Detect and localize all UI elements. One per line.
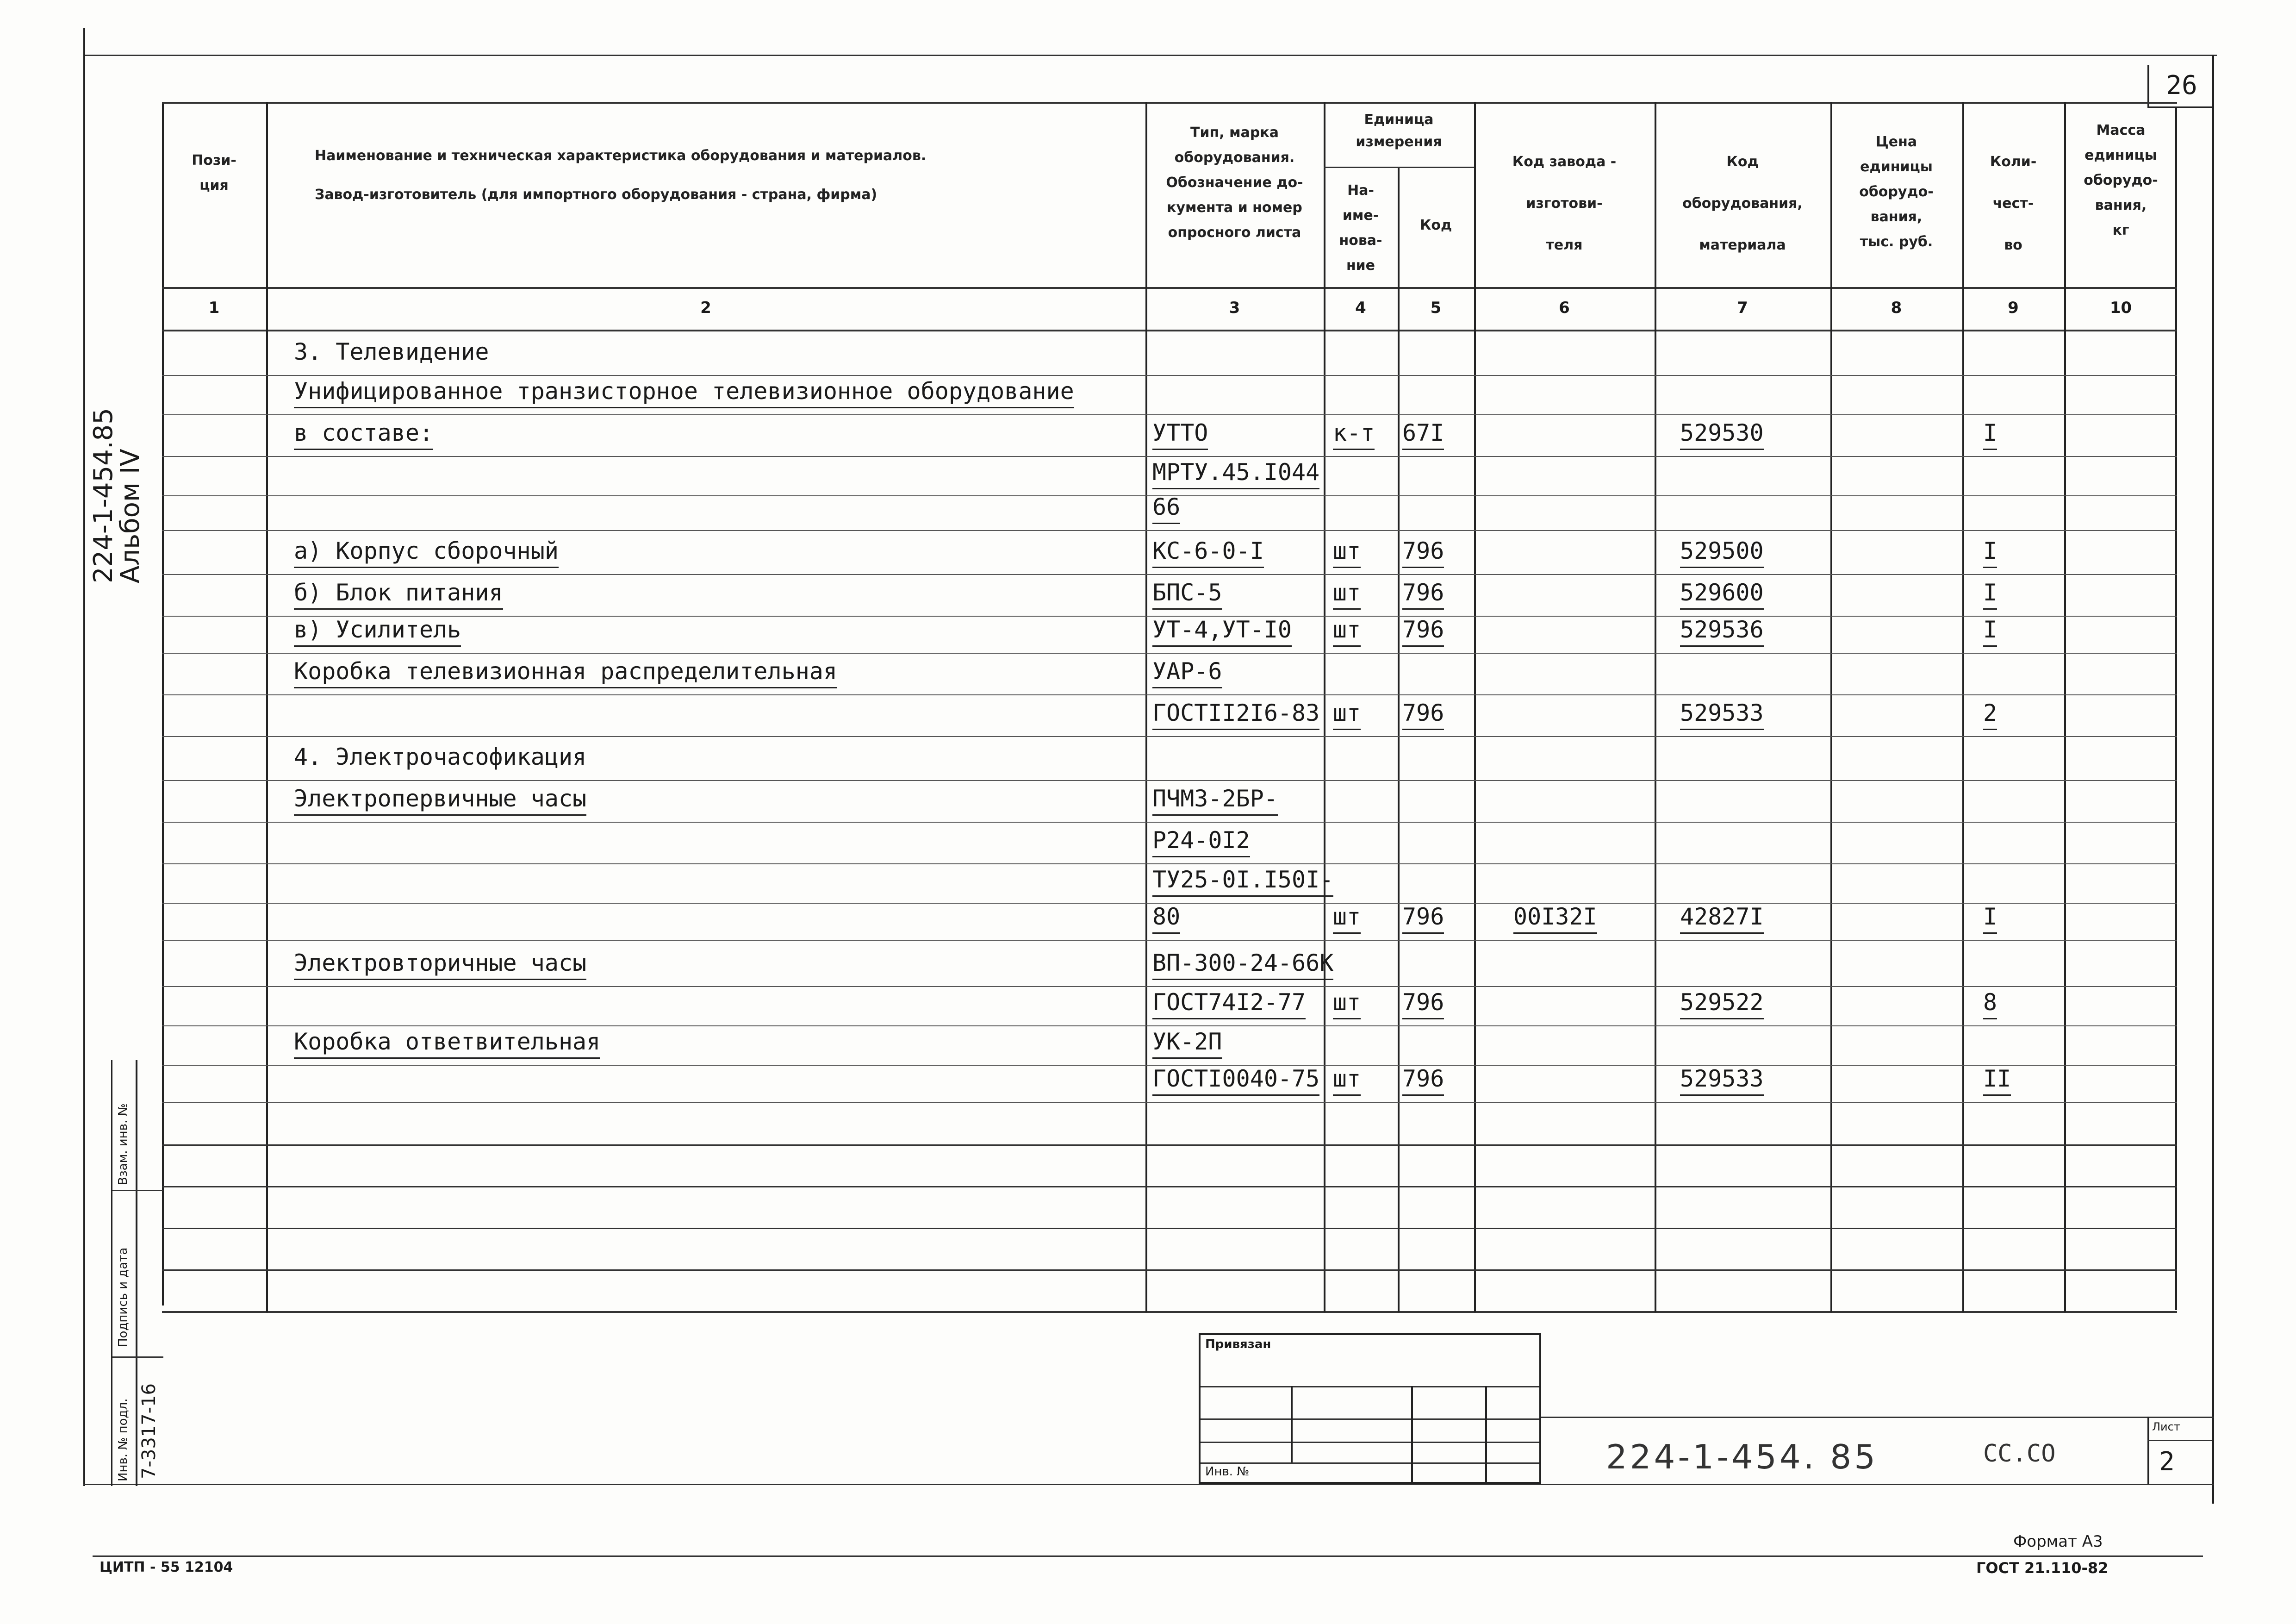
unit-name: шт [1333, 616, 1361, 647]
top-border [83, 55, 2217, 56]
row-rule [162, 414, 2177, 415]
colnum: 7 [1737, 299, 1748, 317]
item-type: УК-2П [1152, 1028, 1222, 1059]
item-type: Р24-0I2 [1152, 826, 1250, 857]
tie-divider [1291, 1386, 1293, 1462]
sheet-number: 2 [2159, 1447, 2175, 1477]
table-bottom-rule [162, 1311, 2177, 1313]
unit-code: 796 [1402, 537, 1444, 568]
col-divider [1398, 167, 1400, 1312]
plant-code: 00I32I [1513, 903, 1597, 934]
stamp-inv-orig: Инв. № подл. [116, 1398, 130, 1481]
col-divider [2064, 102, 2066, 1312]
stamp-inv-value: 7-3317-16 [138, 1383, 160, 1479]
colnum: 3 [1229, 299, 1240, 317]
tie-rule [1201, 1462, 1539, 1464]
document-code: 224-1-454. 85 [1606, 1437, 1879, 1476]
title-block-divider [2147, 1417, 2149, 1484]
item-name: 4. Электрочасофикация [294, 743, 587, 770]
item-name: Электровторичные часы [294, 949, 586, 980]
tie-rule [1201, 1442, 1539, 1443]
row-rule [162, 694, 2177, 695]
item-name: а) Корпус сборочный [294, 537, 559, 568]
inv-label: Инв. № [1205, 1465, 1250, 1479]
sheet-label: Лист [2152, 1420, 2180, 1433]
header-type: Тип, марка оборудования. Обозначение до- кумента и номер опросного листа [1166, 125, 1303, 241]
colnum: 10 [2109, 299, 2132, 317]
row-rule [162, 530, 2177, 531]
header-position: Пози- ция [192, 152, 236, 194]
unit-code: 67I [1402, 419, 1444, 450]
row-rule [162, 456, 2177, 457]
col-divider [266, 102, 268, 1312]
quantity: I [1983, 537, 1997, 568]
table-top-rule [162, 102, 2177, 104]
header-plant-code: Код завода - изготови- теля [1512, 154, 1617, 253]
item-name: Электропервичные часы [294, 785, 586, 816]
row-rule [162, 986, 2177, 987]
unit-name: шт [1333, 699, 1361, 730]
row-rule [162, 736, 2177, 737]
row-rule [162, 1025, 2177, 1026]
col-divider [1962, 102, 1964, 1312]
quantity: II [1983, 1065, 2011, 1096]
quantity: I [1983, 419, 1997, 450]
colnum-rule [162, 330, 2177, 331]
page-number: 26 [2147, 65, 2214, 108]
header-price: Цена единицы оборудо- вания, тыс. руб. [1859, 134, 1934, 250]
cintp-label: ЦИТП - 55 12104 [100, 1559, 233, 1575]
side-stamp [111, 1060, 163, 1486]
col-divider [1474, 102, 1476, 1312]
footer-rule [93, 1555, 2203, 1557]
equipment-code: 529600 [1680, 579, 1764, 610]
row-rule [162, 375, 2177, 376]
row-rule [162, 822, 2177, 823]
item-type: КС-6-0-I [1152, 537, 1264, 568]
colnum: 5 [1430, 299, 1442, 317]
col-divider [1830, 102, 1832, 1312]
row-rule [162, 780, 2177, 781]
row-rule [162, 1102, 2177, 1103]
item-type: ПЧМЗ-2БР- [1152, 785, 1278, 816]
gost-label: ГОСТ 21.110-82 [1976, 1559, 2109, 1577]
item-type: УТТО [1152, 419, 1208, 450]
right-border [2212, 55, 2214, 1504]
item-type: ГОСТII2I6-83 [1152, 699, 1319, 730]
colnum: 4 [1355, 299, 1366, 317]
tie-divider [1411, 1386, 1413, 1482]
colnum: 1 [208, 299, 220, 317]
unit-name: к-т [1333, 419, 1375, 450]
item-type: ТУ25-0I.I50I- [1152, 866, 1333, 897]
title-block-rule-small [2147, 1440, 2212, 1441]
item-type: УТ-4,УТ-I0 [1152, 616, 1292, 647]
item-name: Унифицированное транзисторное телевизионное оборудование [294, 377, 1074, 408]
unit-code: 796 [1402, 579, 1444, 610]
unit-name: шт [1333, 988, 1361, 1019]
header-rule [162, 287, 2177, 289]
row-rule [162, 574, 2177, 575]
unit-code: 796 [1402, 616, 1444, 647]
item-name: б) Блок питания [294, 579, 503, 610]
equipment-code: 529533 [1680, 1065, 1764, 1096]
item-type: 80 [1152, 903, 1180, 934]
tie-block [1199, 1333, 1541, 1484]
unit-code: 796 [1402, 699, 1444, 730]
unit-name: шт [1333, 579, 1361, 610]
unit-name: шт [1333, 903, 1361, 934]
empty-row-rule [162, 1144, 2177, 1146]
side-album-label: 224-1-454.85 Альбом IV [88, 408, 145, 583]
stamp-rule [112, 1356, 163, 1358]
unit-code: 796 [1402, 988, 1444, 1019]
item-type: 66 [1152, 493, 1180, 524]
bottom-border [83, 1484, 2214, 1485]
item-name: Коробка телевизионная распределительная [294, 657, 837, 688]
unit-name: шт [1333, 537, 1361, 568]
unit-group-rule [1324, 167, 1474, 168]
stamp-rule [112, 1190, 163, 1191]
tie-rule [1201, 1386, 1539, 1387]
item-type: МРТУ.45.I044 [1152, 458, 1319, 489]
stamp-sign-date: Подпись и дата [116, 1247, 130, 1347]
tie-rule [1201, 1418, 1539, 1420]
empty-row-rule [162, 1186, 2177, 1187]
item-name: Коробка ответвительная [294, 1028, 600, 1059]
colnum: 2 [700, 299, 711, 317]
equipment-code: 529530 [1680, 419, 1764, 450]
row-rule [162, 653, 2177, 654]
row-rule [162, 940, 2177, 941]
stamp-divider [136, 1060, 137, 1486]
colnum: 6 [1559, 299, 1570, 317]
item-name: в составе: [294, 419, 433, 450]
unit-code: 796 [1402, 1065, 1444, 1096]
item-type: УАР-6 [1152, 657, 1222, 688]
header-name: Наименование и техническая характеристика оборудования и материалов. Завод-изготовитель (для импортного оборудования - страна, фирма) [315, 148, 927, 203]
col-divider [1145, 102, 1147, 1312]
header-mass: Масса единицы оборудо- вания, кг [2084, 122, 2158, 238]
equipment-code: 42827I [1680, 903, 1764, 934]
equipment-code: 529500 [1680, 537, 1764, 568]
format-label: Формат А3 [2013, 1532, 2103, 1551]
unit-code: 796 [1402, 903, 1444, 934]
item-type: ГОСТ74I2-77 [1152, 988, 1306, 1019]
document-suffix: СС.СО [1983, 1440, 2056, 1468]
quantity: I [1983, 903, 1997, 934]
header-equipment-code: Код оборудования, материала [1682, 154, 1803, 253]
header-unit-group: Единица измерения [1356, 112, 1442, 150]
col-divider [1324, 102, 1325, 1312]
item-name: в) Усилитель [294, 616, 461, 647]
quantity: I [1983, 616, 1997, 647]
header-unit-code: Код [1419, 217, 1452, 233]
empty-row-rule [162, 1269, 2177, 1271]
colnum: 8 [1891, 299, 1902, 317]
equipment-code: 529522 [1680, 988, 1764, 1019]
colnum: 9 [2008, 299, 2019, 317]
tie-divider [1485, 1386, 1487, 1482]
col-divider [1655, 102, 1656, 1312]
quantity: 2 [1983, 699, 1997, 730]
equipment-code: 529536 [1680, 616, 1764, 647]
header-unit-name: На- име- нова- ние [1339, 182, 1382, 274]
quantity: 8 [1983, 988, 1997, 1019]
tie-block-title: Привязан [1205, 1337, 1271, 1351]
left-border [83, 28, 85, 1486]
quantity: I [1983, 579, 1997, 610]
item-type: ГОСТI0040-75 [1152, 1065, 1319, 1096]
row-rule [162, 863, 2177, 864]
stamp-replace-inv: Взам. инв. № [116, 1103, 130, 1185]
title-block-rule [1541, 1417, 2214, 1418]
header-quantity: Коли- чест- во [1990, 154, 2037, 253]
unit-name: шт [1333, 1065, 1361, 1096]
equipment-code: 529533 [1680, 699, 1764, 730]
item-type: БПС-5 [1152, 579, 1222, 610]
empty-row-rule [162, 1228, 2177, 1229]
item-type: ВП-300-24-66К [1152, 949, 1333, 980]
item-name: 3. Телевидение [294, 338, 489, 365]
